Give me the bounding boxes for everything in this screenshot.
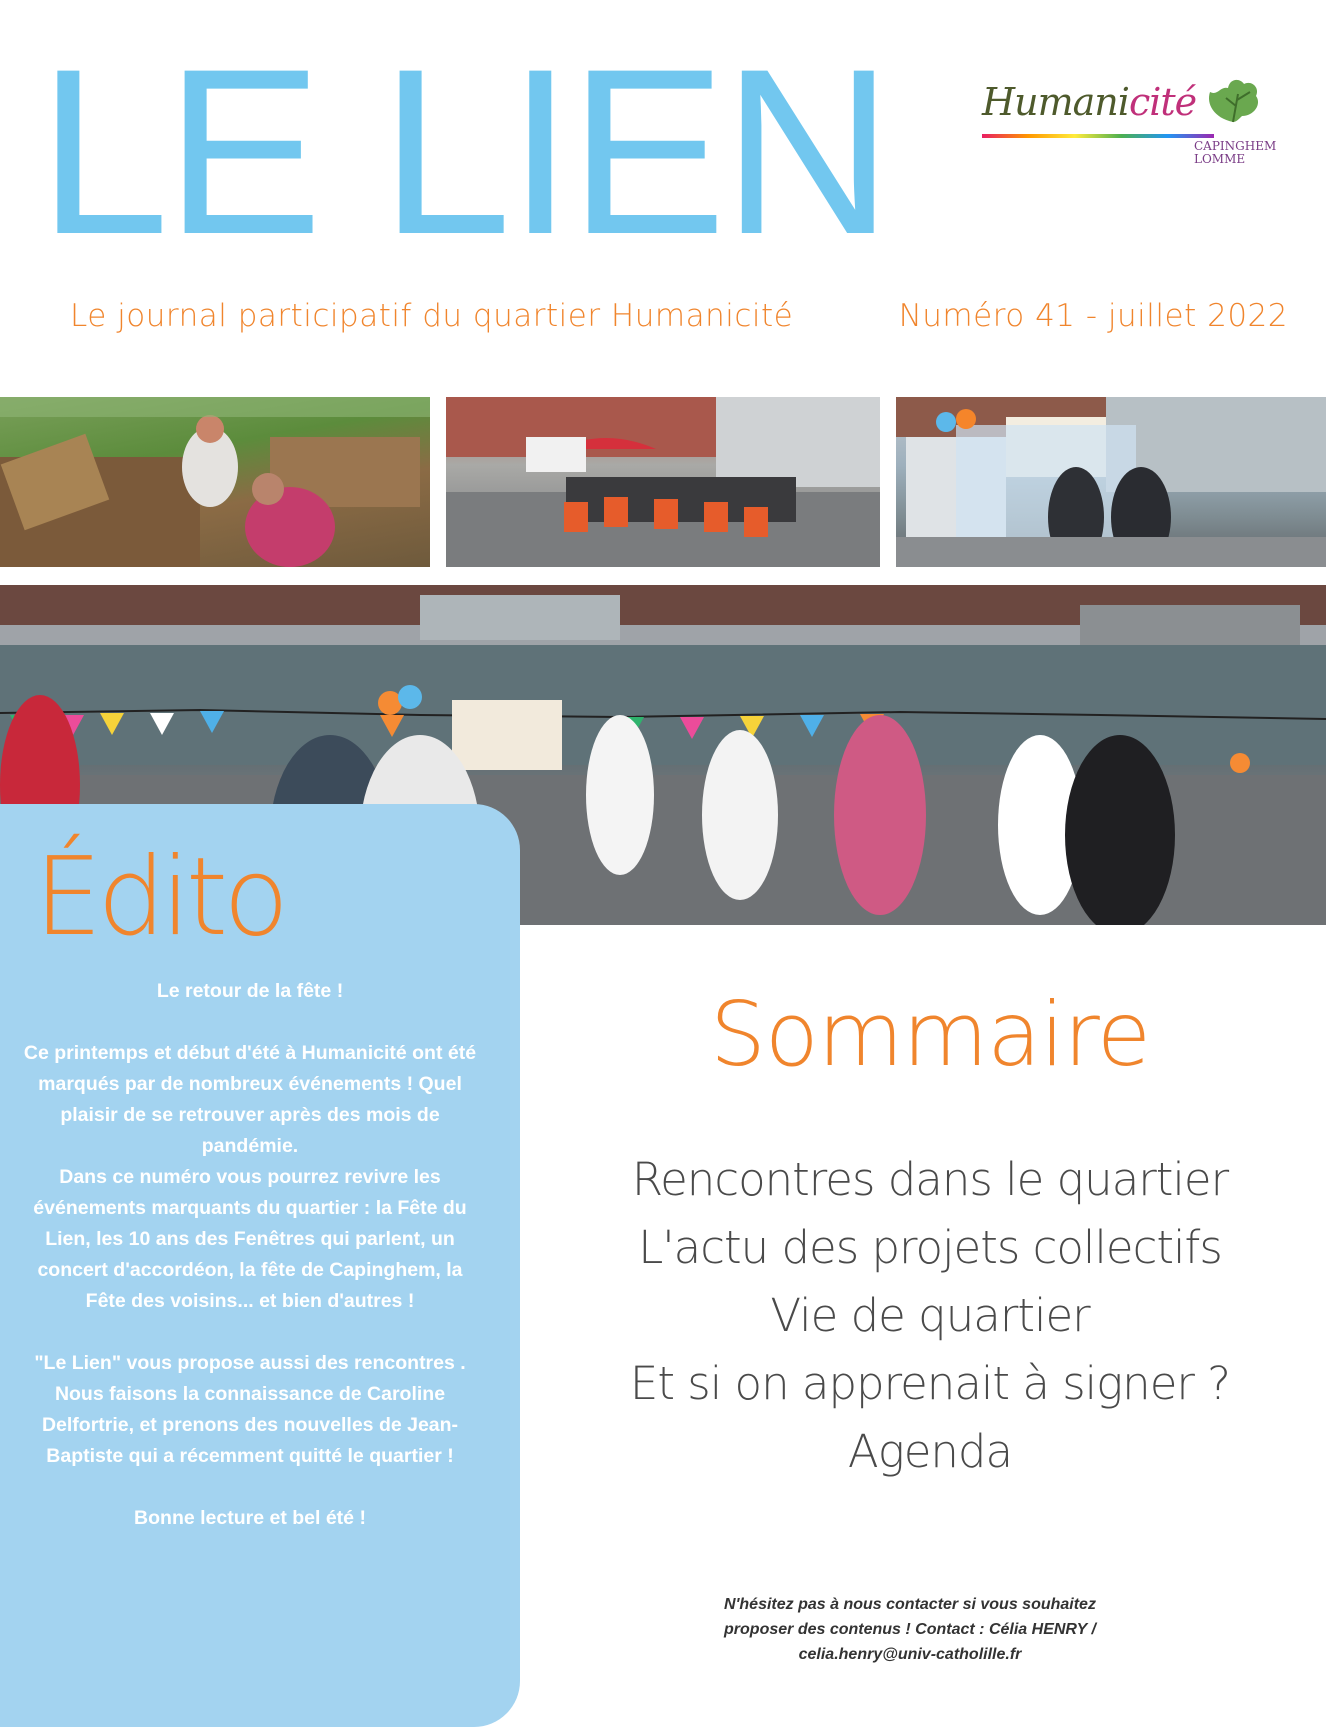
leaf-icon — [1204, 74, 1262, 126]
logo-place-name: CAPINGHEM LOMME — [1194, 139, 1277, 166]
garden-photo — [0, 397, 430, 567]
edito-body — [20, 976, 480, 1534]
edito-heading: Le retour de la fête ! — [156, 980, 344, 1002]
accordion-concert-photo — [446, 397, 880, 567]
toc-item: L'actu des projets collectifs — [638, 1221, 1222, 1274]
toc-item: Agenda — [847, 1425, 1013, 1478]
humanicite-logo — [978, 66, 1277, 166]
edito-paragraph: Ce printemps et début d'été à Humanicité ont été marqués par de nombreux événements ! Quel plaisir de se retrouver après des mois de pandémie. — [23, 1042, 477, 1157]
tagline: Le journal participatif du quartier Humanicité — [70, 298, 794, 334]
contact-email: celia.henry@univ-catholille.fr — [798, 1646, 1022, 1663]
edito-paragraph: "Le Lien" vous propose aussi des rencontres . Nous faisons la connaissance de Caroline Delfortrie, et prenons des nouvelles de Jean-Baptiste qui a récemment quitté le quartier ! — [34, 1352, 466, 1467]
table-of-contents — [560, 1146, 1300, 1486]
toc-item: Vie de quartier — [770, 1289, 1090, 1342]
toc-item: Rencontres dans le quartier — [631, 1153, 1229, 1206]
edito-closing: Bonne lecture et bel été ! — [134, 1507, 366, 1529]
edito-paragraph: Dans ce numéro vous pourrez revivre les événements marquants du quartier : la Fête du Lien, les 10 ans des Fenêtres qui parlent, un concert d'accordéon, la fête de Capinghem, la Fête des voisins... et bien d'autres ! — [33, 1166, 467, 1312]
newsletter-title: LE LIEN — [38, 20, 889, 284]
le-lien-exhibition-photo — [896, 397, 1326, 567]
logo-wordmark: Humanicité — [982, 80, 1197, 124]
toc-item: Et si on apprenait à signer ? — [629, 1357, 1231, 1410]
issue-number: Numéro 41 - juillet 2022 — [898, 298, 1288, 334]
edito-title: Édito — [34, 835, 285, 960]
sommaire-title: Sommaire — [710, 983, 1150, 1086]
logo-rainbow-bar — [982, 134, 1214, 138]
contact-note: N'hésitez pas à nous contacter si vous souhaitez proposer des contenus ! Contact : Célia HENRY / celia.henry@univ-catholille.fr — [640, 1592, 1180, 1667]
